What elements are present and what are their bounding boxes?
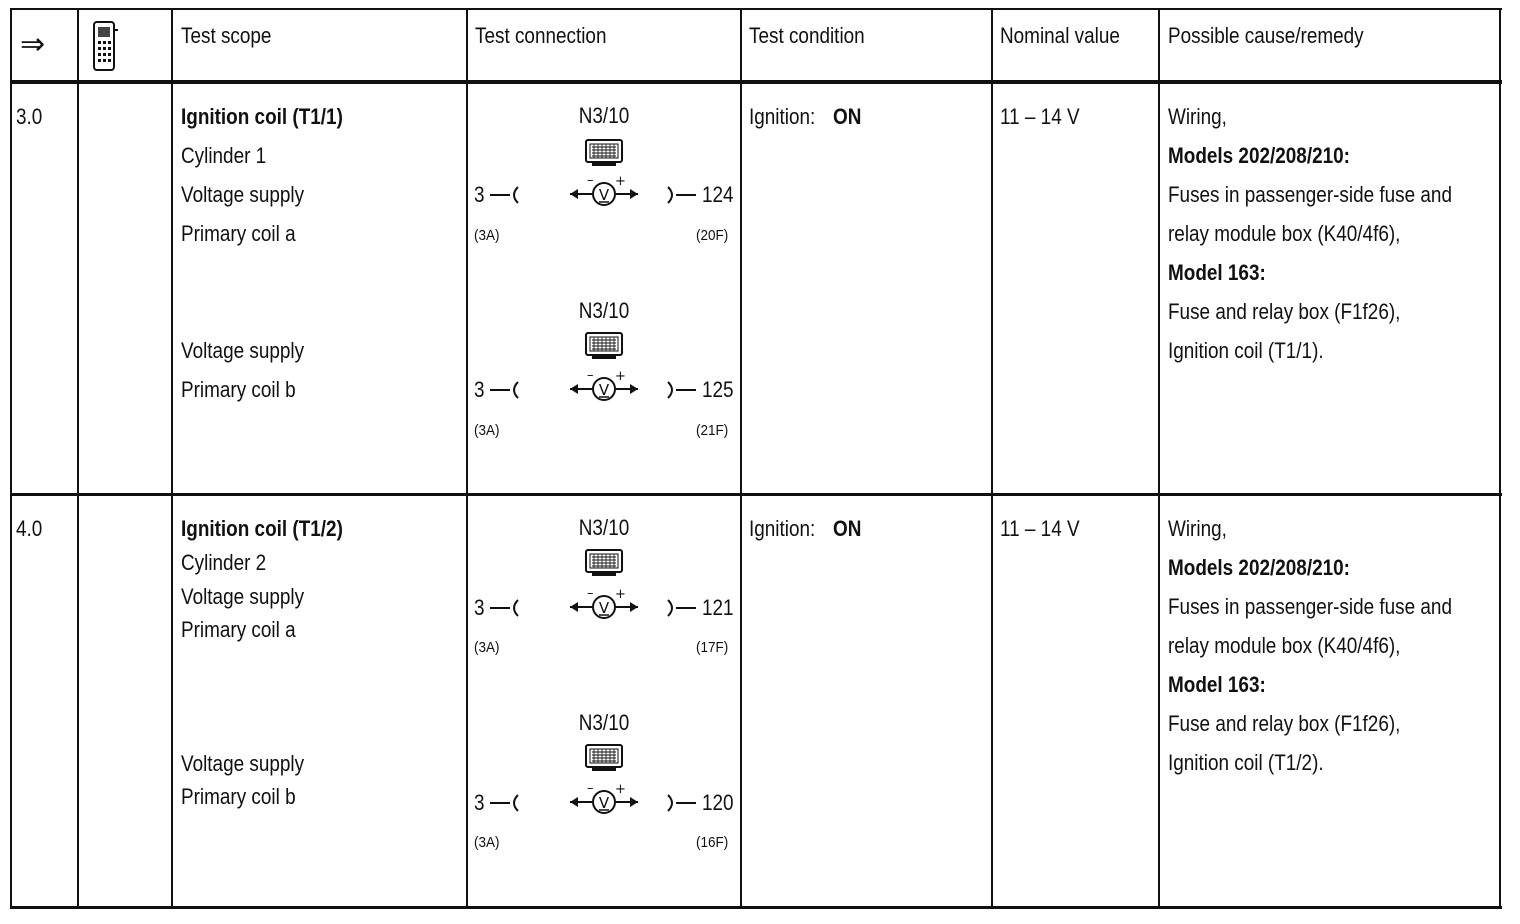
arrow-icon: ⇒: [20, 28, 46, 61]
control-module-icon: [584, 331, 624, 361]
left-pin-sub: (3A): [474, 834, 500, 851]
left-pin-sub: (3A): [474, 227, 500, 244]
remedy-line: Ignition coil (T1/1).: [1168, 338, 1324, 363]
scope-line: Voltage supply: [181, 338, 305, 363]
col-divider-4: [740, 8, 742, 908]
voltmeter-icon: [566, 782, 642, 820]
test-connection-diagram: [468, 295, 740, 445]
left-connector-icon: [490, 379, 524, 401]
control-module-icon: [584, 743, 624, 775]
module-label: N3/10: [578, 710, 630, 735]
right-connector-icon: [664, 379, 698, 401]
col-divider-1: [77, 8, 79, 908]
col-divider-5: [991, 8, 993, 908]
nominal-value: 11 – 14 V: [1000, 516, 1080, 541]
right-pin: 120: [702, 790, 734, 815]
remedy-line: Models 202/208/210:: [1168, 555, 1350, 580]
table-bottom-border: [10, 906, 1502, 909]
row-divider: [10, 493, 1502, 496]
voltmeter-icon: [566, 174, 642, 212]
scope-title: Ignition coil (T1/2): [181, 516, 343, 541]
svg-text:–: –: [587, 587, 594, 601]
scope-line: Primary coil a: [181, 221, 296, 246]
right-pin: 125: [702, 377, 734, 402]
right-pin-sub: (16F): [696, 834, 729, 851]
table-right-border: [1499, 8, 1501, 908]
header-bottom-border: [10, 80, 1502, 84]
handheld-tester-icon: [90, 20, 120, 72]
control-module-icon: [584, 548, 624, 578]
module-label: N3/10: [578, 298, 630, 323]
scope-title: Ignition coil (T1/1): [181, 104, 343, 129]
scope-line: Voltage supply: [181, 182, 305, 207]
left-pin-sub: (3A): [474, 422, 500, 439]
nominal-value: 11 – 14 V: [1000, 104, 1080, 129]
right-pin-sub: (17F): [696, 639, 729, 656]
remedy-line: Fuse and relay box (F1f26),: [1168, 299, 1401, 324]
left-pin: 3: [474, 377, 485, 402]
remedy-line: Wiring,: [1168, 104, 1227, 129]
table-top-border: [10, 8, 1502, 10]
header-nominal-value: Nominal value: [1000, 23, 1120, 48]
test-connection-diagram: [468, 512, 740, 662]
remedy-line: Wiring,: [1168, 516, 1227, 541]
condition-label: Ignition:: [749, 516, 816, 541]
col-divider-6: [1158, 8, 1160, 908]
scope-line: Cylinder 2: [181, 550, 267, 575]
condition-value: ON: [833, 516, 862, 541]
control-module-icon: [584, 138, 624, 168]
svg-text:V: V: [598, 794, 610, 812]
svg-text:–: –: [587, 369, 594, 383]
voltmeter-icon: [566, 587, 642, 625]
left-pin: 3: [474, 182, 485, 207]
header-possible-cause: Possible cause/remedy: [1168, 23, 1364, 48]
remedy-line: relay module box (K40/4f6),: [1168, 633, 1401, 658]
remedy-line: Fuses in passenger-side fuse and: [1168, 594, 1452, 619]
left-pin: 3: [474, 790, 485, 815]
condition-label: Ignition:: [749, 104, 816, 129]
right-pin-sub: (21F): [696, 422, 729, 439]
right-pin: 121: [702, 595, 734, 620]
right-pin-sub: (20F): [696, 227, 729, 244]
module-label: N3/10: [578, 103, 630, 128]
remedy-line: Model 163:: [1168, 672, 1266, 697]
condition-value: ON: [833, 104, 862, 129]
remedy-line: relay module box (K40/4f6),: [1168, 221, 1401, 246]
left-connector-icon: [490, 597, 524, 619]
svg-text:–: –: [587, 174, 594, 188]
svg-text:+: +: [615, 782, 626, 797]
scope-line: Voltage supply: [181, 751, 305, 776]
remedy-line: Model 163:: [1168, 260, 1266, 285]
col-divider-2: [171, 8, 173, 908]
svg-text:–: –: [587, 782, 594, 796]
left-connector-icon: [490, 184, 524, 206]
test-connection-diagram: [468, 100, 740, 250]
remedy-line: Ignition coil (T1/2).: [1168, 750, 1324, 775]
right-pin: 124: [702, 182, 734, 207]
remedy-line: Fuse and relay box (F1f26),: [1168, 711, 1401, 736]
header-test-condition: Test condition: [749, 23, 865, 48]
step-number: 3.0: [16, 104, 43, 129]
scope-line: Primary coil a: [181, 617, 296, 642]
test-connection-diagram: [468, 707, 740, 857]
header-test-connection: Test connection: [475, 23, 607, 48]
right-connector-icon: [664, 184, 698, 206]
scope-line: Cylinder 1: [181, 143, 267, 168]
svg-text:+: +: [615, 587, 626, 602]
svg-text:V: V: [598, 381, 610, 399]
svg-text:+: +: [615, 174, 626, 189]
header-test-scope: Test scope: [181, 23, 272, 48]
left-connector-icon: [490, 792, 524, 814]
remedy-line: Models 202/208/210:: [1168, 143, 1350, 168]
module-label: N3/10: [578, 515, 630, 540]
voltmeter-icon: [566, 369, 642, 407]
remedy-line: Fuses in passenger-side fuse and: [1168, 182, 1452, 207]
scope-line: Primary coil b: [181, 377, 296, 402]
scope-line: Voltage supply: [181, 584, 305, 609]
table-left-border: [10, 8, 12, 908]
svg-text:V: V: [598, 599, 610, 617]
left-pin: 3: [474, 595, 485, 620]
right-connector-icon: [664, 792, 698, 814]
right-connector-icon: [664, 597, 698, 619]
svg-text:+: +: [615, 369, 626, 384]
left-pin-sub: (3A): [474, 639, 500, 656]
scope-line: Primary coil b: [181, 784, 296, 809]
svg-text:V: V: [598, 186, 610, 204]
step-number: 4.0: [16, 516, 43, 541]
